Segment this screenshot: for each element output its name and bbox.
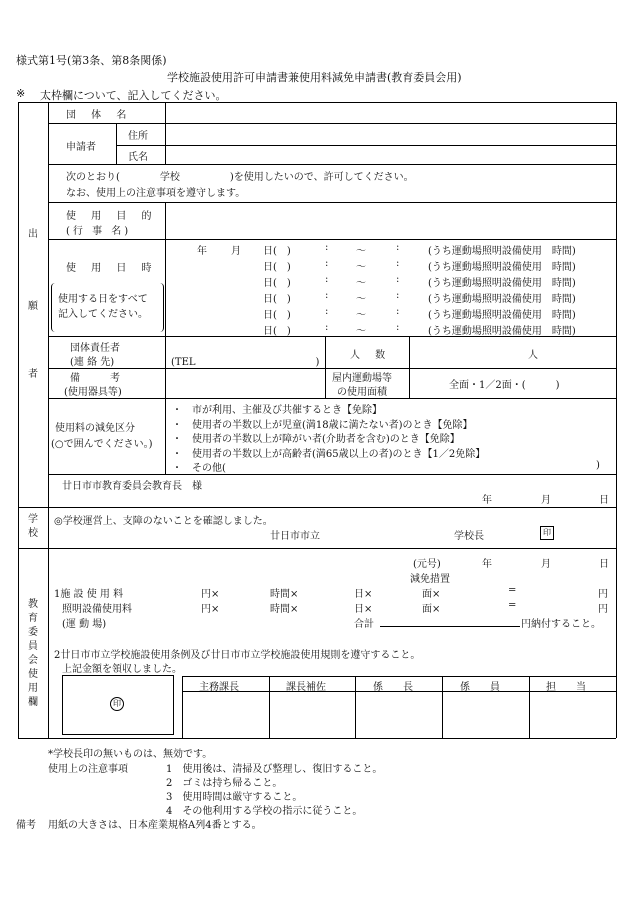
note-mark: ※: [16, 87, 26, 100]
exempt-item: ・ その他(: [172, 463, 226, 475]
remarks-sublabel: (使用器具等): [64, 387, 122, 398]
date-row-colon: :: [325, 258, 329, 269]
remark-label: 備考: [16, 820, 36, 831]
caution-item: 3 使用時間は厳守すること。: [166, 792, 303, 803]
date-row-note: (うち運動場照明設備使用 時間): [428, 262, 576, 273]
fee1-hours-x: 時間×: [270, 589, 299, 600]
reduction-label: 減免措置: [410, 574, 450, 585]
addressee: 廿日市市教育委員会教育長 様: [62, 481, 202, 492]
applicant-day: 日: [599, 495, 609, 506]
footer-note: *学校長印の無いものは、無効です。: [48, 749, 213, 760]
paid-text: 円納付すること。: [521, 619, 601, 630]
date-row-colon: :: [325, 242, 329, 253]
remark-text: 用紙の大きさは、日本産業規格A列4番とする。: [48, 820, 262, 831]
date-row-colon: :: [325, 274, 329, 285]
applicant-year: 年: [482, 495, 492, 506]
headcount-label: 人 数: [350, 350, 392, 361]
date-row-tilde: 〜: [356, 246, 366, 257]
contact-label: 団体責任者: [70, 343, 120, 354]
date-row-colon: :: [396, 290, 400, 301]
date-row-day: 日( ): [263, 326, 291, 337]
exempt-item: ・ 使用者の半数以上が高齢者(満65歳以上の者)のとき【1／2免除】: [172, 448, 486, 460]
exempt-label: 使用料の減免区分: [55, 423, 135, 434]
date-row-note: (うち運動場照明設備使用 時間): [428, 294, 576, 305]
approval-role-header: 係 員: [460, 682, 500, 693]
date-row-day: 日( ): [263, 262, 291, 273]
date-row-colon: :: [396, 322, 400, 333]
fee2-area-x: 面×: [422, 604, 441, 615]
exempt-close: ): [596, 460, 600, 471]
fee1-days-x: 日×: [354, 589, 373, 600]
date-row-day: 日( ): [263, 246, 291, 257]
date-row-note: (うち運動場照明設備使用 時間): [428, 278, 576, 289]
fee1-yen-x: 円×: [201, 589, 220, 600]
section-label-applicant-3: 者: [28, 369, 38, 380]
section-label-applicant-2: 願: [28, 301, 38, 312]
date-row-tilde: 〜: [356, 294, 366, 305]
applicant-label: 申請者: [66, 142, 96, 153]
school-confirm: ◎学校運営上、支障のないことを確認しました。: [54, 516, 273, 527]
purpose-label: 使 用 目 的: [66, 211, 158, 222]
date-row-colon: :: [396, 258, 400, 269]
exempt-sublabel: (○で囲んでください。): [51, 439, 153, 450]
board-day: 日: [599, 559, 609, 570]
fee2-yen-x: 円×: [201, 604, 220, 615]
date-note-2: 記入してください。: [58, 309, 148, 320]
received-text: 上記金額を領収しました。: [62, 664, 182, 675]
fee2-equals: =: [508, 600, 517, 611]
date-row-day: 日( ): [263, 310, 291, 321]
date-row-colon: :: [396, 274, 400, 285]
name-label: 氏名: [128, 152, 148, 163]
fee2-days-x: 日×: [354, 604, 373, 615]
approval-role-header: 主務課長: [199, 682, 239, 693]
fee1-equals: =: [508, 585, 517, 596]
contact-sublabel: (連 絡 先): [70, 357, 115, 368]
board-month: 月: [541, 559, 551, 570]
approval-role-header: 課長補佐: [286, 682, 326, 693]
person-unit: 人: [528, 350, 538, 361]
caution-item: 1 使用後は、清掃及び整理し、復旧すること。: [166, 764, 383, 775]
remarks-label: 備 考: [70, 373, 120, 384]
total-label: 合計: [354, 619, 374, 630]
area-choice[interactable]: 全面・1／2面・( ): [449, 380, 560, 391]
fee2-yen: 円: [598, 604, 608, 615]
rule-text: 2廿日市市立学校施設使用条例及び廿日市市立学校施設使用規則を遵守すること。: [54, 650, 421, 661]
facility-fee-label: 1施 設 使 用 料: [54, 589, 124, 600]
indoor-area-label: 屋内運動場等: [332, 373, 392, 384]
address-label: 住所: [128, 131, 148, 142]
date-year: 年: [197, 246, 207, 257]
date-row-tilde: 〜: [356, 278, 366, 289]
form-title: 学校施設使用許可申請書兼使用料減免申請書(教育委員会用): [167, 71, 462, 84]
section-label-school-1: 学: [28, 514, 38, 525]
era-label: (元号): [413, 559, 441, 570]
date-row-note: (うち運動場照明設備使用 時間): [428, 246, 576, 257]
principal-label: 学校長: [454, 531, 484, 542]
receipt-seal-icon: 印: [110, 697, 124, 711]
request-line-2: なお、使用上の注意事項を遵守します。: [66, 188, 246, 199]
applicant-month: 月: [541, 495, 551, 506]
date-row-colon: :: [396, 242, 400, 253]
tel-field[interactable]: (TEL ): [171, 357, 320, 368]
form-number: 様式第1号(第3条、第8条関係): [16, 54, 167, 67]
date-row-day: 日( ): [263, 278, 291, 289]
date-row-colon: :: [325, 322, 329, 333]
request-line-1: 次のとおり( 学校 )を使用したいので、許可してください。: [66, 172, 414, 183]
playground-label: (運 動 場): [62, 619, 107, 630]
section-label-applicant-1: 出: [28, 229, 38, 240]
date-row-colon: :: [325, 290, 329, 301]
caution-item: 2 ゴミは持ち帰ること。: [166, 778, 283, 789]
date-note-1: 使用する日をすべて: [58, 294, 148, 305]
section-label-school-2: 校: [28, 528, 38, 539]
date-row-note: (うち運動場照明設備使用 時間): [428, 326, 576, 337]
fee1-yen: 円: [598, 589, 608, 600]
group-name-label: 団 体 名: [66, 110, 133, 121]
approval-role-header: 担 当: [546, 682, 586, 693]
caution-item: 4 その他利用する学校の指示に従うこと。: [166, 806, 363, 817]
date-month: 月: [231, 246, 241, 257]
school-city: 廿日市市立: [270, 531, 320, 542]
fee1-area-x: 面×: [422, 589, 441, 600]
indoor-area-sublabel: の使用面積: [337, 387, 387, 398]
date-row-tilde: 〜: [356, 262, 366, 273]
header-note: 太枠欄について、記入してください。: [40, 89, 227, 102]
board-year: 年: [482, 559, 492, 570]
purpose-sublabel: (行 事 名): [66, 226, 132, 237]
date-label: 使 用 日 時: [66, 263, 158, 274]
section-label-board: 教 育 委 員 会 使 用 欄: [28, 599, 38, 708]
fee2-hours-x: 時間×: [270, 604, 299, 615]
caution-label: 使用上の注意事項: [48, 764, 128, 775]
exempt-item: ・ 使用者の半数以上が児童(満18歳に満たない者)のとき【免除】: [172, 419, 473, 431]
exempt-item: ・ 市が利用、主催及び共催するとき【免除】: [172, 405, 382, 416]
date-row-tilde: 〜: [356, 310, 366, 321]
date-row-note: (うち運動場照明設備使用 時間): [428, 310, 576, 321]
exempt-item: ・ 使用者の半数以上が障がい者(介助者を含む)のとき【免除】: [172, 434, 460, 446]
principal-seal-icon: 印: [540, 526, 554, 540]
date-row-tilde: 〜: [356, 326, 366, 337]
date-row-colon: :: [396, 306, 400, 317]
date-row-colon: :: [325, 306, 329, 317]
lighting-fee-label: 照明設備使用料: [62, 604, 132, 615]
date-row-day: 日( ): [263, 294, 291, 305]
approval-role-header: 係 長: [373, 682, 413, 693]
